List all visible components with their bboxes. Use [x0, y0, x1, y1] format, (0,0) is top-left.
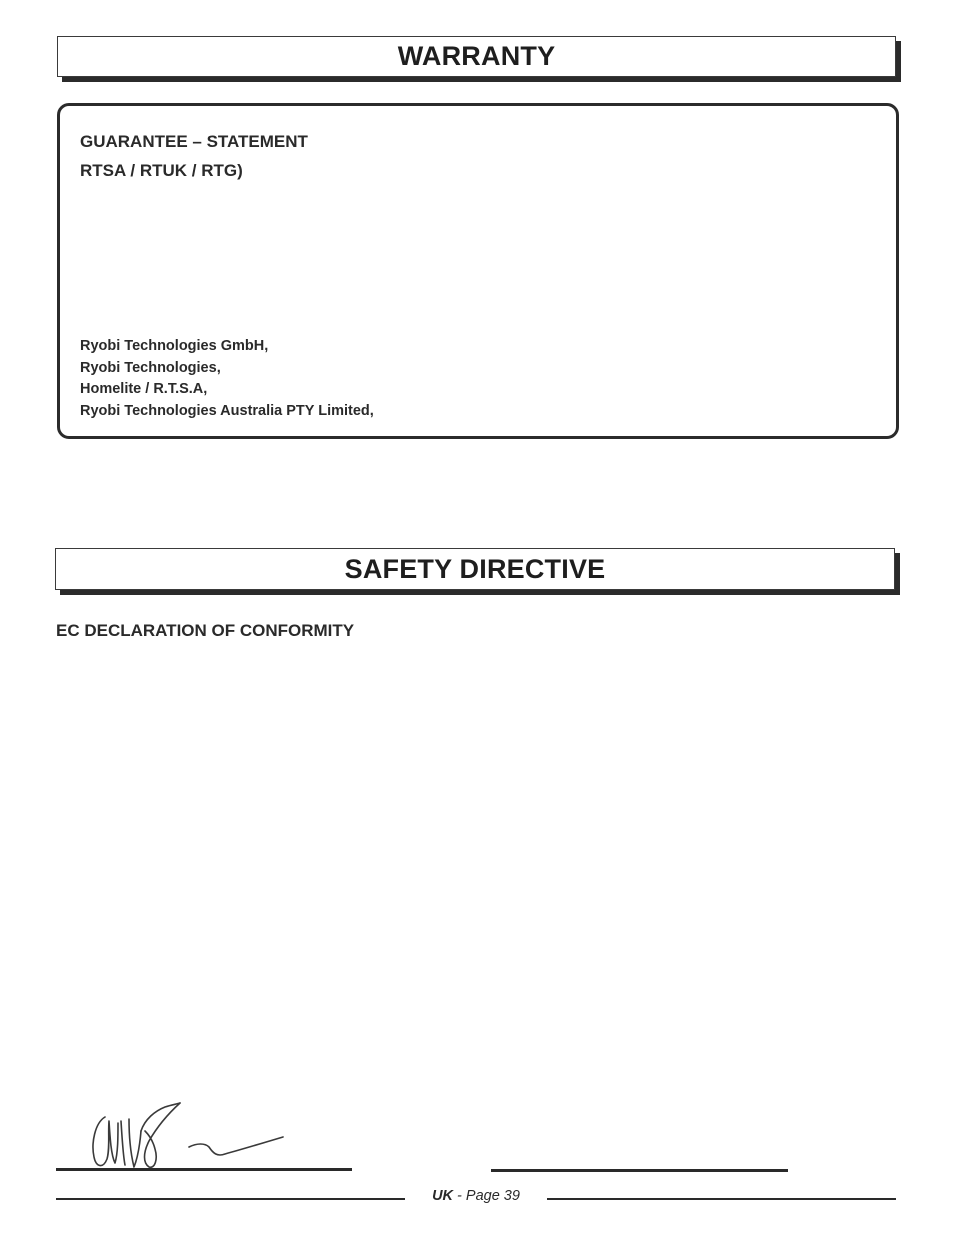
company-name: Ryobi Technologies Australia PTY Limited, — [80, 403, 374, 420]
company-name: Ryobi Technologies, — [80, 359, 221, 376]
ec-declaration-heading: EC DECLARATION OF CONFORMITY — [56, 621, 355, 640]
company-name: Ryobi Technologies GmbH, — [80, 338, 269, 354]
signature-line — [491, 1169, 788, 1172]
safety-directive-header — [55, 548, 895, 590]
safety-directive-title: SAFETY DIRECTIVE — [344, 553, 606, 584]
guarantee-statement-title: GUARANTEE – STATEMENT — [80, 132, 308, 151]
footer-separator: - — [453, 1188, 466, 1204]
page-footer — [405, 1188, 547, 1204]
page-number: Page 39 — [465, 1188, 520, 1204]
footer-language: UK — [432, 1188, 454, 1204]
guarantee-statement-box — [57, 103, 899, 439]
footer-rule — [547, 1198, 896, 1200]
company-name: Homelite / R.T.S.A, — [80, 381, 208, 398]
footer-rule — [56, 1198, 405, 1200]
signature-line — [56, 1168, 352, 1171]
company-list — [80, 336, 374, 423]
warranty-title: WARRANTY — [397, 41, 556, 71]
signature — [85, 1097, 295, 1175]
handwritten-signature-icon — [85, 1097, 295, 1175]
warranty-header — [57, 36, 896, 77]
guarantee-statement-subtitle: RTSA / RTUK / RTG) — [80, 161, 243, 180]
